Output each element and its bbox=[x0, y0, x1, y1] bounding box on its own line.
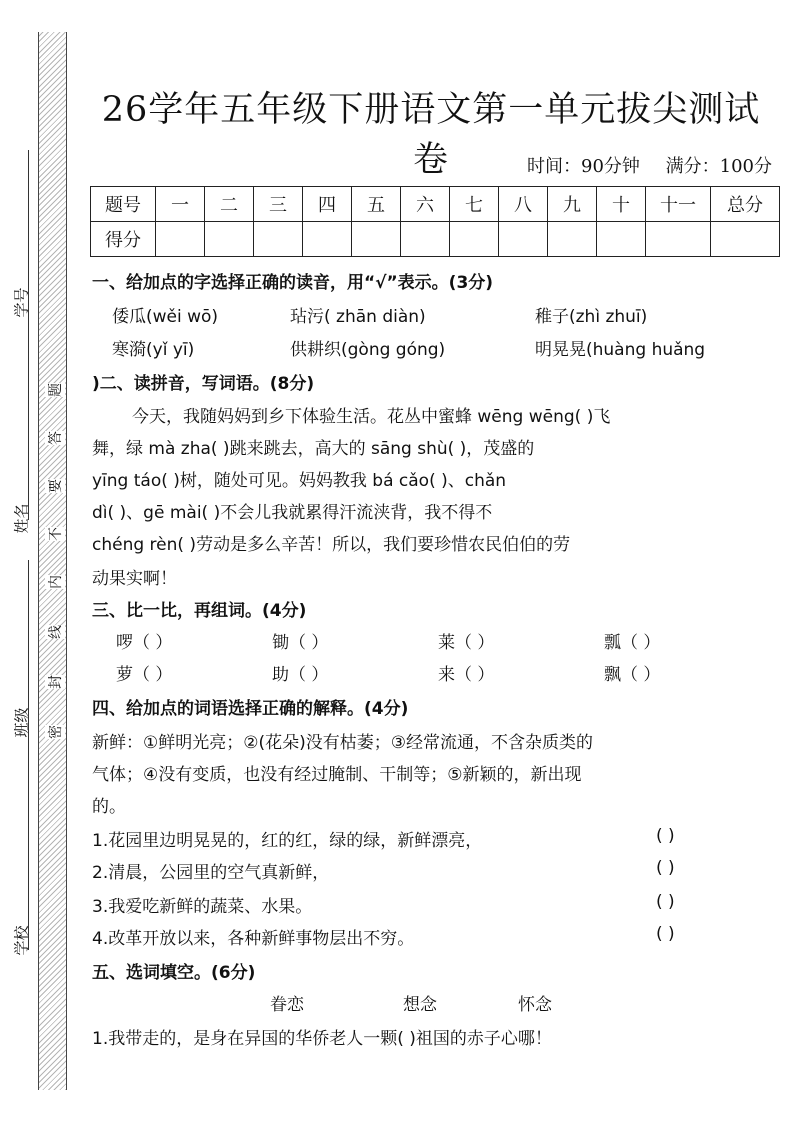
seal-char: 题 bbox=[45, 383, 65, 397]
s3-item[interactable]: 来（ ） bbox=[438, 665, 495, 685]
s4-definition-line: 的。 bbox=[92, 797, 126, 817]
answer-blank[interactable]: ( ) bbox=[656, 826, 675, 846]
section2-heading: )二、读拼音，写词语。(8分) bbox=[92, 374, 315, 394]
s4-definition-line: 新鲜：①鲜明光亮；②(花朵)没有枯萎；③经常流通，不含杂质类的 bbox=[92, 733, 593, 753]
school-label: 学校 bbox=[12, 925, 31, 956]
s3-item[interactable]: 助（ ） bbox=[272, 665, 329, 685]
seal-char: 封 bbox=[45, 675, 65, 689]
table-cell: 题号 bbox=[91, 187, 156, 222]
exam-time: 时间：90分钟 bbox=[527, 156, 640, 177]
s4-question: 2.清晨，公园里的空气真新鲜， bbox=[92, 863, 330, 883]
s2-text-line: 舞，绿 mà zha( )跳来跳去，高大的 sāng shù( )，茂盛的 bbox=[92, 439, 535, 459]
s2-text-line: chéng rèn( )劳动是多么辛苦！所以，我们要珍惜农民伯伯的劳 bbox=[92, 535, 571, 555]
answer-blank[interactable]: ( ) bbox=[656, 858, 675, 878]
field-rule bbox=[28, 150, 29, 520]
s2-text-line: 今天，我随妈妈到乡下体验生活。花丛中蜜蜂 wēng wēng( )飞 bbox=[132, 407, 611, 427]
score-input-cell[interactable] bbox=[156, 222, 205, 257]
seal-char: 答 bbox=[45, 431, 65, 445]
table-cell: 十一 bbox=[646, 187, 711, 222]
s3-item[interactable]: 莱（ ） bbox=[438, 633, 495, 653]
table-cell: 三 bbox=[254, 187, 303, 222]
s1-item[interactable]: 倭瓜(wěi wō) bbox=[112, 307, 219, 327]
s1-item[interactable]: 寒漪(yǐ yī) bbox=[112, 340, 195, 360]
s3-item[interactable]: 萝（ ） bbox=[116, 665, 173, 685]
table-cell: 九 bbox=[548, 187, 597, 222]
s3-item[interactable]: 啰（ ） bbox=[116, 633, 173, 653]
s2-text-line: 动果实啊！ bbox=[92, 569, 177, 589]
word-option: 眷恋 bbox=[270, 995, 304, 1015]
table-cell: 得分 bbox=[91, 222, 156, 257]
seal-char: 要 bbox=[45, 479, 65, 493]
seal-line-hatch bbox=[38, 32, 66, 1090]
answer-blank[interactable]: ( ) bbox=[656, 892, 675, 912]
section1-heading: 一、给加点的字选择正确的读音，用“√”表示。(3分) bbox=[92, 273, 494, 293]
student-id-label: 学号 bbox=[12, 287, 31, 318]
table-cell: 二 bbox=[205, 187, 254, 222]
seal-char: 线 bbox=[45, 625, 65, 639]
class-label: 班级 bbox=[12, 707, 31, 738]
score-input-cell[interactable] bbox=[499, 222, 548, 257]
s4-question: 1.花园里边明晃晃的，红的红，绿的绿，新鲜漂亮， bbox=[92, 831, 483, 851]
score-input-cell[interactable] bbox=[711, 222, 780, 257]
table-cell: 八 bbox=[499, 187, 548, 222]
word-option: 想念 bbox=[403, 995, 437, 1015]
exam-full-score: 满分：100分 bbox=[665, 156, 772, 177]
table-cell: 四 bbox=[303, 187, 352, 222]
section5-heading: 五、选词填空。(6分) bbox=[92, 963, 256, 983]
s5-question: 1.我带走的，是身在异国的华侨老人一颗( )祖国的赤子心哪！ bbox=[92, 1029, 552, 1049]
section3-heading: 三、比一比，再组词。(4分) bbox=[92, 601, 307, 621]
score-input-cell[interactable] bbox=[548, 222, 597, 257]
field-rule bbox=[28, 560, 29, 950]
score-input-cell[interactable] bbox=[352, 222, 401, 257]
seal-line-border bbox=[38, 32, 39, 1090]
table-cell: 十 bbox=[597, 187, 646, 222]
s1-item[interactable]: 玷污( zhān diàn) bbox=[290, 307, 426, 327]
seal-char: 密 bbox=[45, 725, 65, 739]
answer-blank[interactable]: ( ) bbox=[656, 924, 675, 944]
score-input-cell[interactable] bbox=[303, 222, 352, 257]
score-input-cell[interactable] bbox=[597, 222, 646, 257]
score-table bbox=[90, 186, 780, 257]
s1-item[interactable]: 明晃晃(huàng huǎng bbox=[535, 340, 706, 360]
seal-char: 内 bbox=[45, 575, 65, 589]
score-input-cell[interactable] bbox=[205, 222, 254, 257]
table-cell: 一 bbox=[156, 187, 205, 222]
seal-char: 不 bbox=[45, 527, 65, 541]
score-input-cell[interactable] bbox=[254, 222, 303, 257]
s4-definition-line: 气体；④没有变质，也没有经过腌制、干制等；⑤新颖的，新出现 bbox=[92, 765, 582, 785]
score-table-header-row bbox=[91, 187, 780, 222]
s4-question: 3.我爱吃新鲜的蔬菜、水果。 bbox=[92, 897, 313, 917]
score-input-cell[interactable] bbox=[450, 222, 499, 257]
exam-meta bbox=[507, 152, 772, 178]
table-cell: 五 bbox=[352, 187, 401, 222]
word-option: 怀念 bbox=[518, 995, 552, 1015]
s3-item[interactable]: 锄（ ） bbox=[272, 633, 329, 653]
s2-text-line: yīng táo( )树，随处可见。妈妈教我 bá cǎo( )、chǎn bbox=[92, 471, 507, 491]
seal-line-border bbox=[66, 32, 67, 1090]
s3-item[interactable]: 瓢（ ） bbox=[604, 633, 661, 653]
exam-title: 26学年五年级下册语文第一单元拔尖测试卷 bbox=[101, 90, 761, 180]
s2-text-line: dì( )、gē mài( )不会儿我就累得汗流浃背，我不得不 bbox=[92, 503, 493, 523]
section4-heading: 四、给加点的词语选择正确的解释。(4分) bbox=[92, 699, 409, 719]
s4-question: 4.改革开放以来，各种新鲜事物层出不穷。 bbox=[92, 929, 415, 949]
s1-item[interactable]: 供耕织(gòng góng) bbox=[290, 340, 446, 360]
s1-item[interactable]: 稚子(zhì zhuī) bbox=[535, 307, 648, 327]
score-input-cell[interactable] bbox=[401, 222, 450, 257]
score-table-score-row bbox=[91, 222, 780, 257]
table-cell: 七 bbox=[450, 187, 499, 222]
table-cell: 六 bbox=[401, 187, 450, 222]
score-input-cell[interactable] bbox=[646, 222, 711, 257]
table-cell: 总分 bbox=[711, 187, 780, 222]
name-label: 姓名 bbox=[12, 503, 31, 534]
binding-margin bbox=[0, 0, 80, 1123]
s3-item[interactable]: 飘（ ） bbox=[604, 665, 661, 685]
